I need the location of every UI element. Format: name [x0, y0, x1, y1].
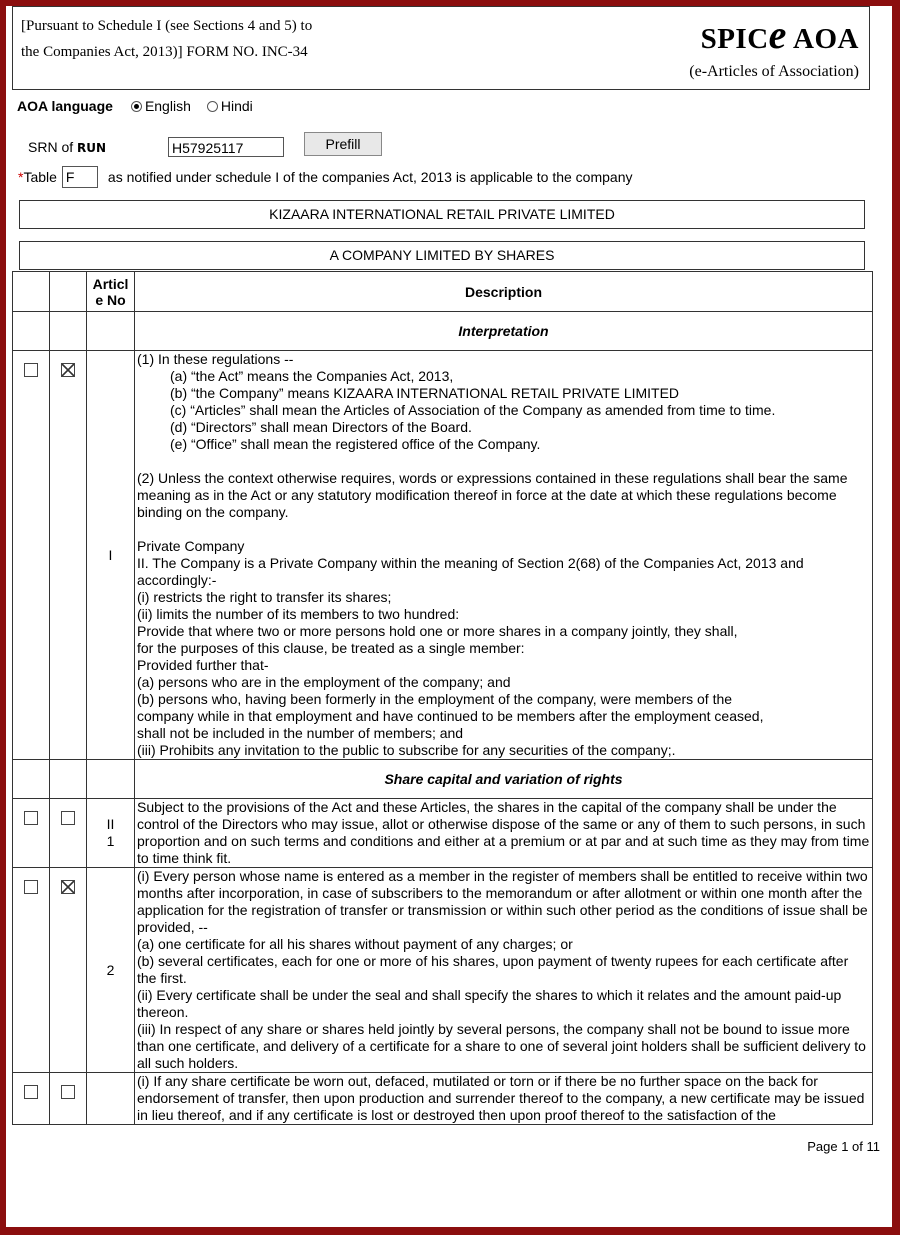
article-3-no: 2 — [87, 868, 135, 1073]
radio-english[interactable] — [131, 101, 142, 112]
article-3-description: (i) Every person whose name is entered as a member in the register of members shall be entitled to receive within two months after incorporation, in case of subscribers to the memorandum or after allotment or within one month after the application for the registration of transfer or transmission or within such other period as the conditions of issue shall be provided, -- (a) one certificate for all his shares without payment of any charges; or (b) several certificates, each for one or more of his shares, upon payment of twenty rupees for each certificate after the first. (ii) Every certificate shall be under the seal and shall specify the shares to which it relates and the amount paid-up thereon. (iii) In respect of any share or shares held jointly by several persons, the company shall not be bound to issue more than one certificate, and delivery of a certificate for a share to one of several joint holders shall be sufficient delivery to all such holders. — [135, 868, 873, 1073]
prefill-button[interactable]: Prefill — [304, 132, 382, 156]
srn-input[interactable]: H57925117 — [168, 137, 284, 157]
radio-hindi[interactable] — [207, 101, 218, 112]
article-4-no — [87, 1073, 135, 1125]
table-header-row — [13, 272, 873, 312]
section-share-capital: Share capital and variation of rights — [135, 760, 873, 799]
section-row — [13, 760, 873, 799]
radio-hindi-label: Hindi — [220, 98, 253, 114]
aoa-language-row — [17, 98, 267, 114]
spice-aoa-logo: SPICe AOA — [700, 12, 859, 57]
radio-english-label: English — [144, 98, 191, 114]
article-1-no: I — [87, 351, 135, 760]
table-selection-row — [18, 166, 632, 188]
table-label: Table — [23, 169, 57, 185]
article-row — [13, 351, 873, 760]
col-description: Description — [135, 272, 873, 312]
header-line-1: [Pursuant to Schedule I (see Sections 4 and 5) to — [21, 18, 313, 34]
header-reference — [21, 13, 381, 65]
article-row — [13, 1073, 873, 1125]
article-3-checkbox-a[interactable] — [24, 880, 38, 894]
article-4-checkbox-b[interactable] — [61, 1085, 75, 1099]
article-4-description: (i) If any share certificate be worn out, defaced, mutilated or torn or if there be no further space on the back for endorsement of transfer, then upon production and surrender thereof to the company, a new certificate may be issued in lieu thereof, and if any certificate is lost or destroyed then upon proof thereof to the satisfaction of the — [135, 1073, 873, 1125]
section-interpretation: Interpretation — [135, 312, 873, 351]
form-page — [6, 6, 892, 1227]
article-2-no: II 1 — [87, 799, 135, 868]
section-row — [13, 312, 873, 351]
required-marker: * — [18, 169, 24, 185]
articles-table — [12, 271, 873, 1125]
article-3-checkbox-b[interactable] — [61, 880, 75, 894]
article-4-checkbox-a[interactable] — [24, 1085, 38, 1099]
company-name-field[interactable]: KIZAARA INTERNATIONAL RETAIL PRIVATE LIMITED — [19, 200, 865, 229]
article-1-checkbox-b[interactable] — [61, 363, 75, 377]
srn-label: SRN of RUN — [28, 139, 107, 155]
table-input[interactable]: F — [62, 166, 98, 188]
article-2-checkbox-a[interactable] — [24, 811, 38, 825]
aoa-language-label: AOA language — [17, 98, 113, 114]
col-check-2 — [50, 272, 87, 312]
col-article-no: Articl e No — [87, 272, 135, 312]
article-2-description: Subject to the provisions of the Act and these Articles, the shares in the capital of the company shall be under the control of the Directors who may issue, allot or otherwise dispose of the same or any of them to such persons, in such proportion and on such terms and conditions and either at a premium or at par and at such time as they may from time to time think fit. — [135, 799, 873, 868]
page-number: Page 1 of 11 — [807, 1139, 880, 1154]
article-1-description: (1) In these regulations -- (a) “the Act” means the Companies Act, 2013, (b) “the Company” means KIZAARA INTERNATIONAL RETAIL PRIVATE LIMITED (c) “Articles” shall mean the Articles of Association of the Company as amended from time to time. (d) “Directors” shall mean Directors of the Board. (e) “Office” shall mean the registered office of the Company. (2) Unless the context otherwise requires, words or expressions contained in these regulations shall bear the same meaning as in the Act or any statutory modification thereof in force at the date at which these regulations become binding on the company. Private Company II. The Company is a Private Company within the meaning of Section 2(68) of the Companies Act, 2013 and accordingly:- (i) restricts the right to transfer its shares; (ii) limits the number of its members to two hundred: Provide that where two or more persons hold one or more shares in a company jointly, they shall, for the purposes of this clause, be treated as a single member: Provided further that- (a) persons who are in the employment of the company; and (b) persons who, having been formerly in the employment of the company, were members of the company while in that employment and have continued to be members after the employment ceased, shall not be included in the number of members; and (iii) Prohibits any invitation to the public to subscribe for any securities of the company;. — [135, 351, 873, 760]
company-type-field[interactable]: A COMPANY LIMITED BY SHARES — [19, 241, 865, 270]
table-note: as notified under schedule I of the companies Act, 2013 is applicable to the company — [107, 169, 633, 185]
col-check-1 — [13, 272, 50, 312]
form-header — [12, 6, 870, 90]
article-2-checkbox-b[interactable] — [61, 811, 75, 825]
article-1-checkbox-a[interactable] — [24, 363, 38, 377]
header-subtitle: (e-Articles of Association) — [689, 63, 859, 80]
header-line-2: the Companies Act, 2013)] FORM NO. INC-34 — [21, 44, 308, 60]
srn-row — [28, 137, 382, 157]
article-row — [13, 799, 873, 868]
article-row — [13, 868, 873, 1073]
header-brand — [689, 13, 859, 83]
